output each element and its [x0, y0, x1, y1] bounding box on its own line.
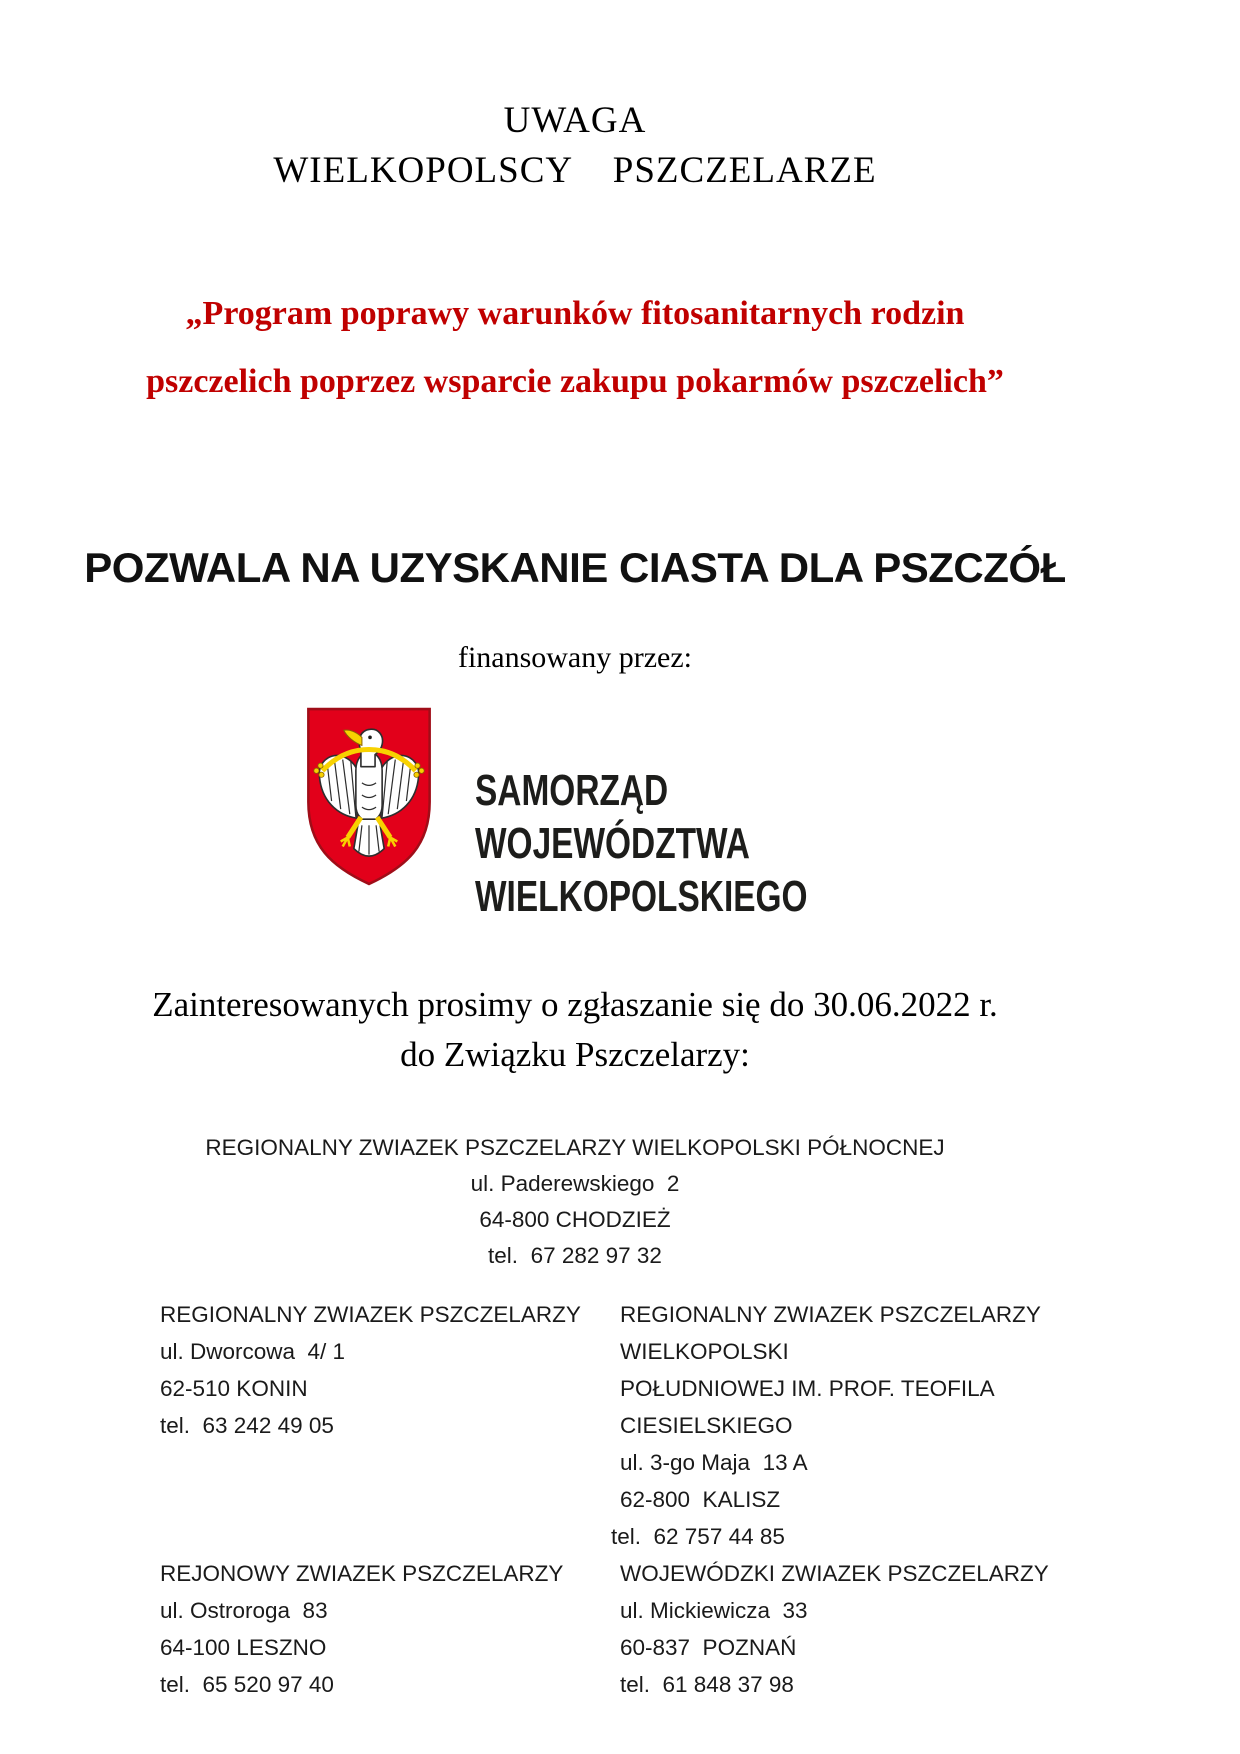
contact-name: REJONOWY ZWIAZEK PSZCZELARZY [160, 1561, 564, 1586]
contact-name: REGIONALNY ZWIAZEK PSZCZELARZY WIELKOPOLSKI PÓŁNOCNEJ [205, 1135, 945, 1160]
contact-block-kalisz [611, 1296, 1080, 1555]
contact-phone: tel. 62 757 44 85 [611, 1524, 785, 1549]
contact-phone: tel. 63 242 49 05 [160, 1413, 334, 1438]
contact-city: 62-510 KONIN [160, 1376, 308, 1401]
contact-street: ul. Paderewskiego 2 [470, 1171, 680, 1196]
title-line-1: UWAGA [503, 100, 647, 141]
contact-phone: tel. 67 282 97 32 [488, 1243, 662, 1268]
contact-name: REGIONALNY ZWIAZEK PSZCZELARZY WIELKOPOLSKI [620, 1302, 1047, 1364]
contact-city: 62-800 KALISZ [620, 1487, 781, 1512]
call-to-action [70, 980, 1080, 1080]
contact-grid-row-1 [70, 1296, 1080, 1555]
headline: POZWALA NA UZYSKANIE CIASTA DLA PSZCZÓŁ [84, 544, 1066, 591]
contact-city: 60-837 POZNAŃ [620, 1635, 797, 1660]
contact-block-poznan [620, 1555, 1080, 1703]
contact-block-leszno [160, 1555, 620, 1703]
contact-street: ul. Mickiewicza 33 [620, 1598, 808, 1623]
contact-city: 64-100 LESZNO [160, 1635, 327, 1660]
title-line-2: WIELKOPOLSCY PSZCZELARZE [273, 150, 877, 191]
contact-name: WOJEWÓDZKI ZWIAZEK PSZCZELARZY [620, 1561, 1049, 1586]
funder-logo-line-2: WIELKOPOLSKIEGO [475, 872, 808, 921]
flyer-content [70, 0, 1080, 1736]
contact-street: ul. Ostroroga 83 [160, 1598, 328, 1623]
program-name [70, 280, 1080, 416]
contact-grid [70, 1296, 1080, 1736]
contact-street: ul. 3-go Maja 13 A [620, 1450, 808, 1475]
contact-city: 64-800 CHODZIEŻ [479, 1207, 671, 1232]
contact-block-konin [160, 1296, 620, 1444]
wielkopolska-coat-of-arms-icon [303, 704, 435, 890]
contact-street: ul. Dworcowa 4/ 1 [160, 1339, 346, 1364]
program-line-2: pszczelich poprzez wsparcie zakupu pokarmów pszczelich” [146, 363, 1004, 400]
program-line-1: „Program poprawy warunków fitosanitarnych rodzin [185, 295, 965, 332]
contact-name-2: POŁUDNIOWEJ IM. PROF. TEOFILA CIESIELSKIEGO [620, 1376, 1000, 1438]
funder-logo [70, 704, 1080, 921]
cta-line-2: do Związku Pszczelarzy: [400, 1035, 750, 1074]
page-title [70, 0, 1080, 196]
contact-phone: tel. 65 520 97 40 [160, 1672, 334, 1697]
contact-block-chodziez [70, 1130, 1080, 1274]
financed-by-label: finansowany przez: [457, 641, 693, 674]
funder-logo-line-1: SAMORZĄD WOJEWÓDZTWA [475, 766, 750, 868]
cta-line-1: Zainteresowanych prosimy o zgłaszanie się do 30.06.2022 r. [152, 985, 998, 1024]
contact-name: REGIONALNY ZWIAZEK PSZCZELARZY [160, 1302, 581, 1327]
contact-phone: tel. 61 848 37 98 [620, 1672, 794, 1697]
funder-logo-text [475, 764, 847, 923]
contact-grid-row-2 [70, 1555, 1080, 1736]
